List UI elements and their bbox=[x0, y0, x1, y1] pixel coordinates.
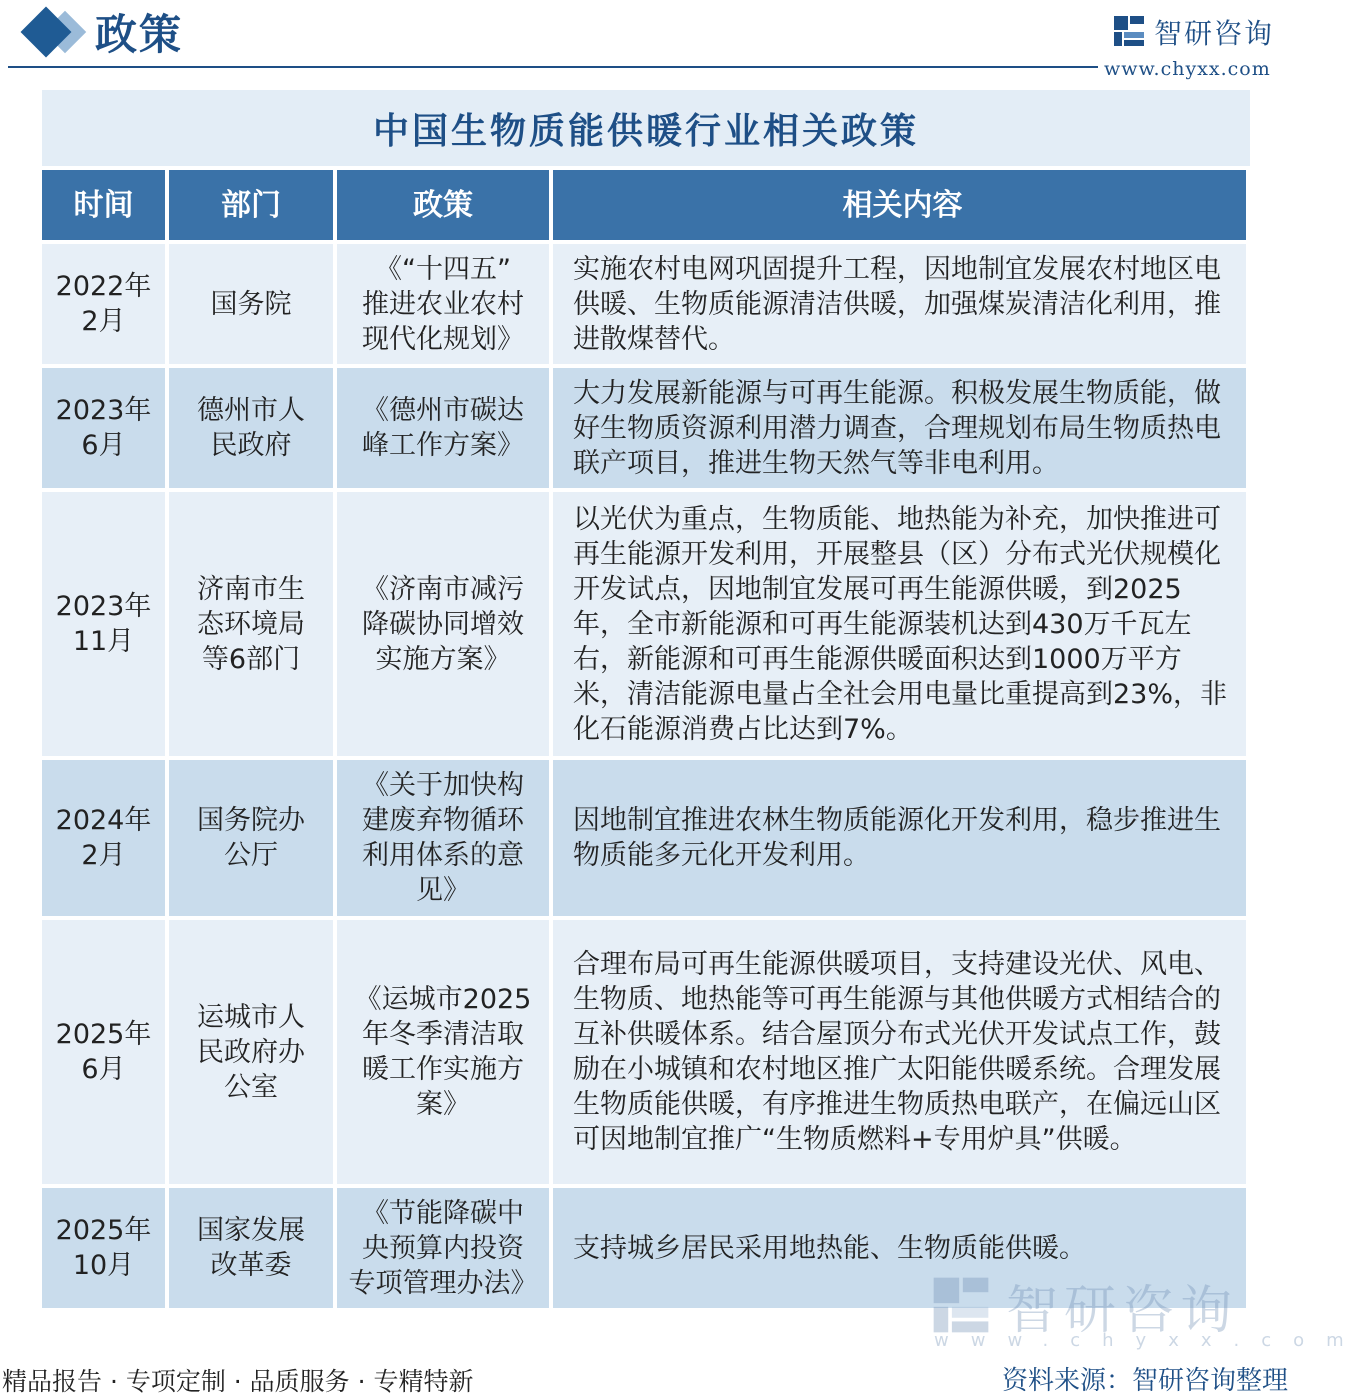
department-cell: 国务院 bbox=[169, 244, 333, 364]
department-cell: 国家发展 改革委 bbox=[169, 1188, 333, 1308]
policy-name-cell: 《“十四五” 推进农业农村 现代化规划》 bbox=[337, 244, 549, 364]
page-footer bbox=[0, 1352, 1294, 1398]
time-cell: 2023年 11月 bbox=[42, 492, 165, 756]
time-cell: 2025年 10月 bbox=[42, 1188, 165, 1308]
table-row bbox=[42, 760, 1250, 920]
page-header bbox=[0, 0, 1294, 80]
header-divider bbox=[8, 66, 1098, 68]
table-title: 中国生物质能供暖行业相关政策 bbox=[42, 90, 1250, 166]
policy-content-cell: 以光伏为重点，生物质能、地热能为补充，加快推进可再生能源开发利用，开展整县（区）分布式光伏规模化开发试点，因地制宜发展可再生能源供暖，到2025年，全市新能源和可再生能源装机达到430万千瓦左右，新能源和可再生能源供暖面积达到1000万平方米，清洁能源电量占全社会用电量比重提高到23%，非化石能源消费占比达到7%。 bbox=[553, 492, 1246, 756]
corner-watermark bbox=[930, 1268, 1366, 1358]
section-title: 政策 bbox=[95, 10, 184, 59]
column-header-time: 时间 bbox=[42, 170, 165, 240]
policy-name-cell: 《关于加快构 建废弃物循环 利用体系的意 见》 bbox=[337, 760, 549, 916]
time-cell: 2023年 6月 bbox=[42, 368, 165, 488]
column-header-department: 部门 bbox=[169, 170, 333, 240]
policy-name-cell: 《德州市碳达 峰工作方案》 bbox=[337, 368, 549, 488]
column-header-policy: 政策 bbox=[337, 170, 549, 240]
logo-name: 智研咨询 bbox=[1154, 17, 1275, 50]
time-cell: 2025年 6月 bbox=[42, 920, 165, 1184]
watermark-url: www.chyxx.com bbox=[934, 1330, 1366, 1351]
department-cell: 济南市生 态环境局 等6部门 bbox=[169, 492, 333, 756]
column-header-content: 相关内容 bbox=[553, 170, 1246, 240]
table-row bbox=[42, 492, 1250, 760]
policy-table-panel bbox=[42, 90, 1250, 1312]
data-source: 资料来源：智研咨询整理 bbox=[1001, 1366, 1288, 1396]
brand-logo bbox=[1104, 8, 1275, 80]
time-cell: 2022年 2月 bbox=[42, 244, 165, 364]
policy-name-cell: 《济南市减污 降碳协同增效 实施方案》 bbox=[337, 492, 549, 756]
footer-slogan: 精品报告 · 专项定制 · 品质服务 · 专精特新 bbox=[2, 1367, 474, 1396]
department-cell: 运城市人 民政府办 公室 bbox=[169, 920, 333, 1184]
department-cell: 德州市人 民政府 bbox=[169, 368, 333, 488]
logo-icon bbox=[1112, 14, 1146, 48]
table-row bbox=[42, 368, 1250, 492]
table-header-row bbox=[42, 170, 1250, 244]
policy-name-cell: 《节能降碳中 央预算内投资 专项管理办法》 bbox=[337, 1188, 549, 1308]
policy-content-cell: 支持城乡居民采用地热能、生物质能供暖。 bbox=[553, 1188, 1246, 1308]
watermark-text: 智研咨询 bbox=[1006, 1281, 1239, 1341]
policy-table bbox=[42, 170, 1250, 1312]
policy-content-cell: 因地制宜推进农林生物质能源化开发利用，稳步推进生物质能多元化开发利用。 bbox=[553, 760, 1246, 916]
department-cell: 国务院办 公厅 bbox=[169, 760, 333, 916]
policy-content-cell: 实施农村电网巩固提升工程，因地制宜发展农村地区电供暖、生物质能源清洁供暖，加强煤炭清洁化利用，推进散煤替代。 bbox=[553, 244, 1246, 364]
table-row bbox=[42, 244, 1250, 368]
table-row bbox=[42, 920, 1250, 1188]
watermark-logo-icon bbox=[930, 1274, 992, 1336]
policy-content-cell: 大力发展新能源与可再生能源。积极发展生物质能，做好生物质资源利用潜力调查，合理规划布局生物质热电联产项目，推进生物天然气等非电利用。 bbox=[553, 368, 1246, 488]
time-cell: 2024年 2月 bbox=[42, 760, 165, 916]
policy-content-cell: 合理布局可再生能源供暖项目，支持建设光伏、风电、生物质、地热能等可再生能源与其他供暖方式相结合的互补供暖体系。结合屋顶分布式光伏开发试点工作，鼓励在小城镇和农村地区推广太阳能供暖系统。合理发展生物质能供暖，有序推进生物质热电联产，在偏远山区可因地制宜推广“生物质燃料+专用炉具”供暖。 bbox=[553, 920, 1246, 1184]
policy-name-cell: 《运城市2025 年冬季清洁取 暖工作实施方 案》 bbox=[337, 920, 549, 1184]
logo-url: www.chyxx.com bbox=[1104, 58, 1271, 80]
